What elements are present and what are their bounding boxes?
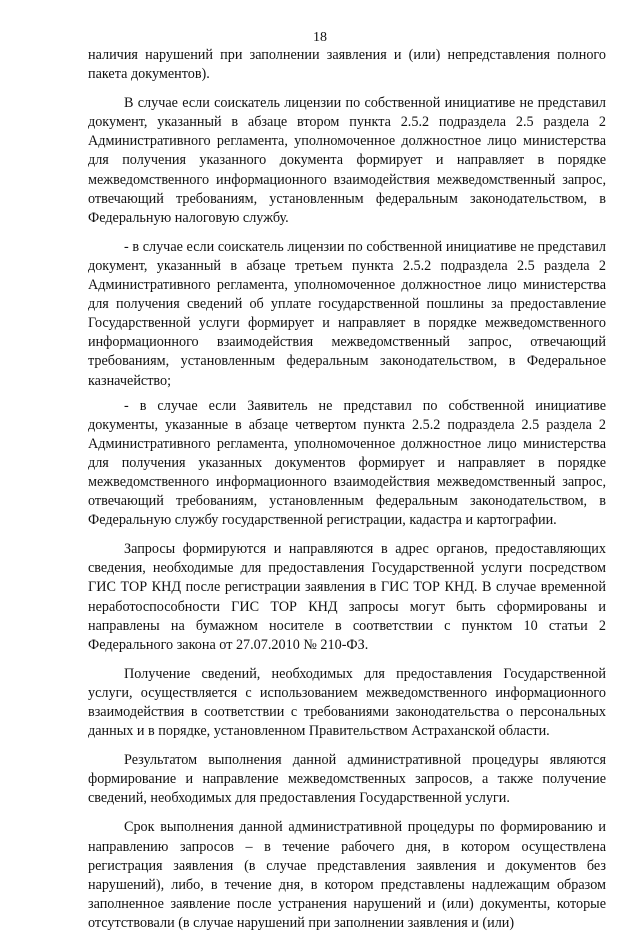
paragraph-continuation: наличия нарушений при заполнении заявления и (или) непредставления полного пакета документов). bbox=[88, 47, 606, 83]
paragraph-requests-sending: Запросы формируются и направляются в адрес органов, предоставляющих сведения, необходимые для предоставления Государственной услуги посредством ГИС ТОР КНД после регистрации заявления в ГИС ТОР КНД. В случае временной неработоспособности ГИС ТОР КНД запросы могут быть сформированы и направлены на бумажном носителе в соответствии с пунктом 10 статьи 2 Федерального закона от 27.07.2010 № 210-ФЗ. bbox=[88, 541, 606, 653]
paragraph-treasury-request: - в случае если соискатель лицензии по собственной инициативе не представил документ, указанный в абзаце третьем пункта 2.5.2 подраздела 2.5 раздела 2 Административного регламента, уполномоченное должностное лицо министерства для получения сведений об уплате государственной пошлины за предоставление Государственной услуги формирует и направляет в порядке межведомственного информационного взаимодействия межведомственный запрос, отвечающий требованиям, установленным федеральным законодательством, в Федеральное казначейство; bbox=[88, 238, 606, 389]
paragraph-cadastre-request: - в случае если Заявитель не представил по собственной инициативе документы, указанные в абзаце четвертом пункта 2.5.2 подраздела 2.5 раздела 2 Административного регламента, уполномоченное должностное лицо министерства для получения указанных документов формирует и направляет в порядке межведомственного информационного взаимодействия межведомственный запрос, отвечающий требованиям, установленным федеральным законодательством, в Федеральную службу государственной регистрации, кадастра и картографии. bbox=[88, 397, 606, 529]
paragraph-procedure-term: Срок выполнения данной административной процедуры по формированию и направлению запросов – в течение рабочего дня, в котором осуществлена регистрация заявления (в случае представления заявления и документов без нарушений), либо, в течение дня, в котором представлены надлежащим образом заполненное заявление после устранения нарушений и (или) документы, которые отсутствовали (в случае нарушений при заполнении заявления и (или) bbox=[88, 819, 606, 931]
page-number: 18 bbox=[313, 30, 327, 45]
paragraph-tax-service-request: В случае если соискатель лицензии по собственной инициативе не представил документ, указанный в абзаце втором пункта 2.5.2 подраздела 2.5 раздела 2 Административного регламента, уполномоченное должностное лицо министерства для получения указанного документа формирует и направляет в порядке межведомственного информационного взаимодействия межведомственный запрос, отвечающий требованиям, установленным федеральным законодательством, в Федеральную налоговую службу. bbox=[88, 95, 606, 226]
document-body bbox=[88, 46, 606, 943]
paragraph-procedure-result: Результатом выполнения данной административной процедуры являются формирование и направление межведомственных запросов, а также получение сведений, необходимых для предоставления Государственной услуги. bbox=[88, 752, 606, 807]
paragraph-data-receiving: Получение сведений, необходимых для предоставления Государственной услуги, осуществляется с использованием межведомственного информационного взаимодействия в соответствии с требованиями законодательства о персональных данных и в порядке, установленном Правительством Астраханской области. bbox=[88, 665, 606, 740]
